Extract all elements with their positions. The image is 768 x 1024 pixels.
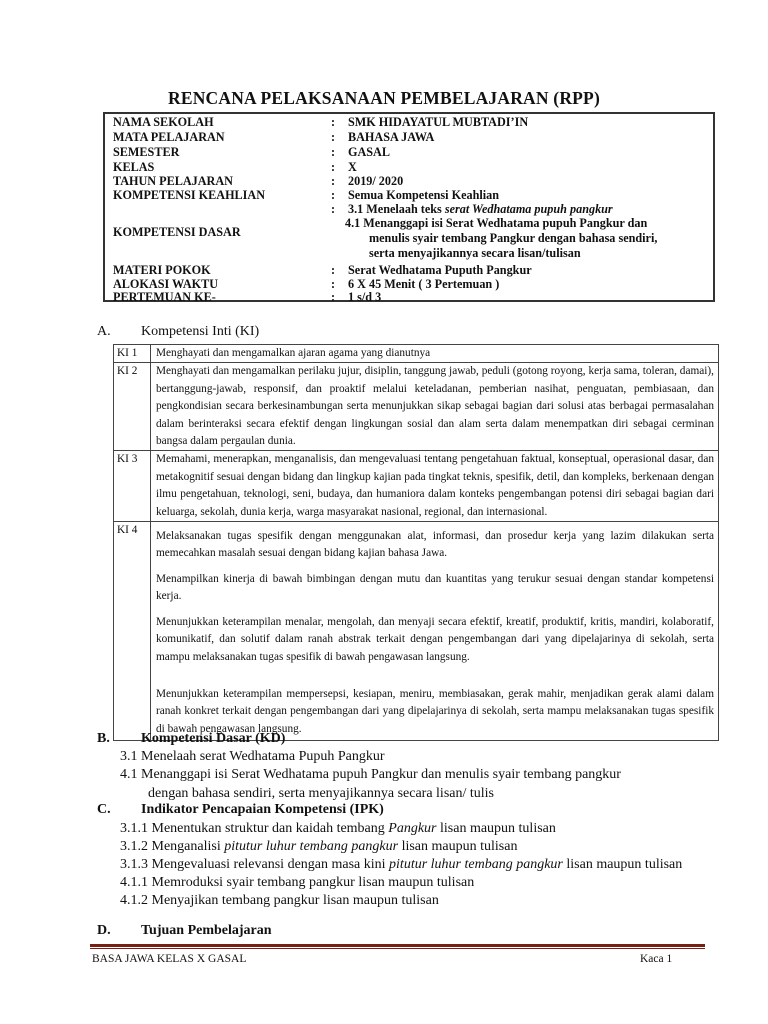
identity-value: Semua Kompetensi Keahlian — [348, 188, 499, 202]
ipk-item: 4.1.1 Memroduksi syair tembang pangkur lisan maupun tulisan — [120, 875, 475, 890]
identity-key: TAHUN PELAJARAN — [113, 174, 233, 188]
identity-value: BAHASA JAWA — [348, 130, 435, 144]
identity-colon: : — [331, 290, 336, 304]
ipk-italic: pitutur luhur tembang pangkur — [389, 857, 563, 872]
identity-colon: : — [331, 160, 336, 174]
footer-rule-thin — [90, 948, 705, 949]
ipk-italic: Pangkur — [388, 821, 437, 836]
section-title: Tujuan Pembelajaran — [141, 923, 272, 938]
identity-value: 6 X 45 Menit ( 3 Pertemuan ) — [348, 277, 500, 291]
ipk-text: lisan maupun tulisan — [436, 821, 556, 836]
page-title: RENCANA PELAKSANAAN PEMBELAJARAN (RPP) — [168, 88, 600, 108]
identity-colon: : — [331, 115, 336, 129]
ki-text: Menghayati dan mengamalkan ajaran agama yang dianutnya — [151, 345, 719, 363]
ipk-item — [120, 857, 682, 873]
ki-table — [113, 344, 719, 741]
ki-label: KI 1 — [114, 345, 151, 363]
section-letter: C. — [97, 802, 111, 817]
identity-key: SEMESTER — [113, 145, 180, 159]
section-letter: B. — [97, 731, 110, 746]
identity-value: X — [348, 160, 357, 174]
kd-item-2-line: menulis syair tembang Pangkur dengan bahasa sendiri, — [369, 231, 658, 245]
section-title: Kompetensi Inti (KI) — [141, 324, 260, 339]
kd-list-item: 3.1 Menelaah serat Wedhatama Pupuh Pangkur — [120, 749, 385, 764]
kd-item-1 — [348, 202, 613, 216]
identity-key: NAMA SEKOLAH — [113, 115, 214, 129]
identity-key: MATERI POKOK — [113, 263, 211, 277]
ipk-text: lisan maupun tulisan — [562, 857, 683, 872]
identity-colon: : — [331, 188, 336, 202]
identity-value: 1 s/d 3 — [348, 290, 382, 304]
identity-colon: : — [331, 130, 336, 144]
section-letter: D. — [97, 923, 111, 938]
ipk-text: 3.1.2 Menganalisi — [120, 839, 225, 854]
ki4-paragraph: Menunjukkan keterampilan menalar, mengolah, dan menyaji secara efektif, kreatif, produktif, kritis, mandiri, kolaboratif, komunikatif, dan solutif dalam ranah abstrak terkait dengan pengembangan dari yang dipelajarinya di sekolah, serta mampu melaksanakan tugas spesifik di bawah pengawasan langsung. — [156, 615, 714, 663]
identity-value: SMK HIDAYATUL MUBTADI’IN — [348, 115, 529, 129]
ipk-item: 4.1.2 Menyajikan tembang pangkur lisan maupun tulisan — [120, 893, 439, 908]
ipk-italic: pitutur luhur tembang pangkur — [224, 839, 399, 854]
kd-item-2-line: 4.1 Menanggapi isi Serat Wedhatama pupuh Pangkur dan — [345, 216, 648, 230]
identity-colon: : — [331, 263, 336, 277]
section-letter: A. — [97, 324, 111, 339]
ki-text: Memahami, menerapkan, menganalisis, dan mengevaluasi tentang pengetahuan faktual, konseptual, operasional dasar, dan metakognitif sesuai dengan bidang dan lingkup kajian pada tingkat teknis, spesifik, detil, dan kompleks, berkenaan dengan ilmu pengetahuan, teknologi, seni, budaya, dan humaniora dalam konteks pengembangan potensi diri sebagai bagian dari keluarga, sekolah, dunia kerja, warga masyarakat nasional, regional, dan internasional. — [151, 451, 719, 522]
identity-value: GASAL — [348, 145, 390, 159]
identity-key: PERTEMUAN KE- — [113, 290, 216, 304]
kd-list-item-cont: dengan bahasa sendiri, serta menyajikannya secara lisan/ tulis — [148, 786, 494, 801]
ipk-text: 3.1.1 Menentukan struktur dan kaidah tembang — [120, 821, 389, 836]
identity-colon: : — [331, 145, 336, 159]
ki-label: KI 2 — [114, 363, 151, 451]
kd-item-2 — [345, 216, 709, 261]
identity-box — [103, 112, 715, 302]
ki4-paragraph: Menunjukkan keterampilan mempersepsi, kesiapan, meniru, membiasakan, gerak mahir, menjadikan gerak alami dalam ranah konkret terkait dengan pengembangan dari yang dipelajarinya di sekolah, serta mampu melaksanakan tugas spesifik di bawah pengawasan langsung. — [156, 687, 714, 735]
identity-key: ALOKASI WAKTU — [113, 277, 219, 291]
ki-text: Menghayati dan mengamalkan perilaku jujur, disiplin, tanggung jawab, peduli (gotong royong, kerja sama, toleran, damai), bertanggung-jawab, responsif, dan proaktif melalui keteladanan, pemberian nasihat, penguatan, pembiasaan, dan pengkondisian secara berkesinambungan serta menunjukkan sikap sebagai bagian dari solusi atas berbagai permasalahan dalam berinteraksi secara efektif dengan lingkungan sosial dan alam serta dalam menempatkan diri sebagai cerminan bangsa dalam pergaulan dunia. — [151, 363, 719, 451]
section-title: Indikator Pencapaian Kompetensi (IPK) — [141, 802, 384, 817]
ipk-item — [120, 821, 556, 837]
ipk-text: lisan maupun tulisan — [398, 839, 518, 854]
ki4-paragraph: Menampilkan kinerja di bawah bimbingan dengan mutu dan kuantitas yang terukur sesuai dengan standar kompetensi kerja. — [156, 572, 714, 603]
identity-value: Serat Wedhatama Puputh Pangkur — [348, 263, 532, 277]
kd-label: KOMPETENSI DASAR — [113, 225, 241, 239]
table-row — [114, 451, 719, 522]
kd-item-1-text: 3.1 Menelaah teks — [348, 202, 442, 216]
kd-list-item: 4.1 Menanggapi isi Serat Wedhatama pupuh Pangkur dan menulis syair tembang pangkur — [120, 767, 621, 782]
identity-colon: : — [331, 277, 336, 291]
ki4-paragraph: Melaksanakan tugas spesifik dengan menggunakan alat, informasi, dan prosedur kerja yang lazim dilakukan serta memecahkan masalah sesuai dengan bidang kajian bahasa Jawa. — [156, 530, 714, 560]
table-row — [114, 522, 719, 741]
kd-item-2-line: serta menyajikannya secara lisan/tulisan — [369, 246, 581, 260]
ki-label: KI 3 — [114, 451, 151, 522]
ki-text — [151, 522, 719, 741]
ki-label: KI 4 — [114, 522, 151, 741]
table-row — [114, 345, 719, 363]
identity-key: KOMPETENSI KEAHLIAN — [113, 188, 266, 202]
footer-page-number: Kaca 1 — [640, 953, 673, 965]
identity-key: KELAS — [113, 160, 155, 174]
kd-item-1-italic: serat Wedhatama pupuh pangkur — [444, 202, 613, 216]
footer-rule — [90, 944, 705, 947]
section-title: Kompetensi Dasar (KD) — [141, 731, 286, 746]
identity-value: 2019/ 2020 — [348, 174, 404, 188]
ipk-item — [120, 839, 517, 855]
identity-key: MATA PELAJARAN — [113, 130, 225, 144]
ipk-text: 3.1.3 Mengevaluasi relevansi dengan masa kini — [120, 857, 390, 872]
table-row — [114, 363, 719, 451]
identity-colon: : — [331, 174, 336, 188]
footer-left-text: BASA JAWA KELAS X GASAL — [92, 953, 247, 965]
identity-colon: : — [331, 202, 336, 216]
